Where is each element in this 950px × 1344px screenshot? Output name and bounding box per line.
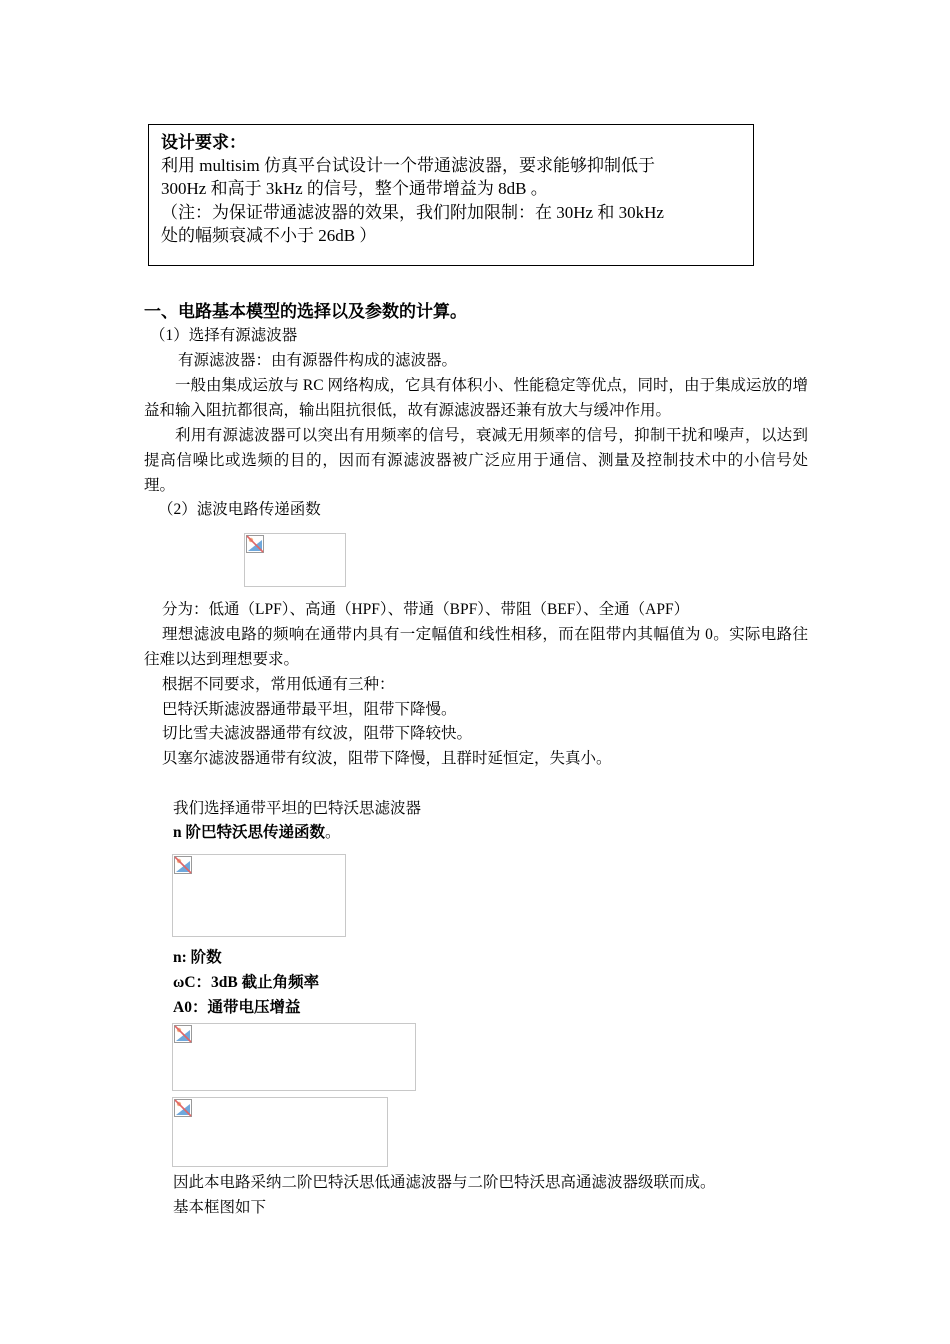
chebyshev-description: 切比雪夫滤波器通带有纹波，阻带下降较快。 <box>162 725 473 742</box>
requirements-title: 设计要求： <box>161 133 246 152</box>
nth-order-transfer-function-label <box>173 821 341 845</box>
paragraph-active-filter-structure: 一般由集成运放与 RC 网络构成，它具有体积小、性能稳定等优点，同时，由于集成运放的增益和输入阻抗都很高，输出阻抗很低，故有源滤波器还兼有放大与缓冲作用。 <box>144 377 808 419</box>
formula-image-3 <box>172 1023 416 1091</box>
active-filter-definition: 有源滤波器：由有源器件构成的滤波器。 <box>178 352 458 369</box>
subsection-2-title: （2）滤波电路传递函数 <box>158 501 321 518</box>
variable-wc: ωC：3dB 截止角频率 <box>173 974 320 991</box>
requirements-line-1: 利用 multisim 仿真平台试设计一个带通滤波器，要求能够抑制低于 <box>161 156 655 175</box>
broken-image-icon <box>174 1025 192 1043</box>
variable-n: n: 阶数 <box>173 949 222 966</box>
paragraph-ideal-filter: 理想滤波电路的频响在通带内具有一定幅值和线性相移，而在阻带内其幅值为 0。实际电路往往难以达到理想要求。 <box>144 626 808 668</box>
requirements-line-4: 处的幅频衰减不小于 26dB ） <box>161 226 377 245</box>
variable-a0: A0：通带电压增益 <box>173 999 301 1016</box>
broken-image-icon <box>174 856 192 874</box>
conclusion-text: 因此本电路采纳二阶巴特沃思低通滤波器与二阶巴特沃思高通滤波器级联而成。 <box>173 1174 716 1191</box>
broken-image-icon <box>174 1099 192 1117</box>
nth-order-label-bold: n 阶巴特沃思传递函数 <box>173 824 325 841</box>
paragraph-active-filter-usage: 利用有源滤波器可以突出有用频率的信号，衰减无用频率的信号，抑制干扰和噪声，以达到提高信噪比或选频的目的，因而有源滤波器被广泛应用于通信、测量及控制技术中的小信号处理。 <box>144 427 808 494</box>
section-heading: 一、电路基本模型的选择以及参数的计算。 <box>144 302 467 321</box>
butterworth-description: 巴特沃斯滤波器通带最平坦，阻带下降慢。 <box>162 701 457 718</box>
requirements-line-2: 300Hz 和高于 3kHz 的信号，整个通带增益为 8dB 。 <box>161 179 548 198</box>
lowpass-types-intro: 根据不同要求，常用低通有三种： <box>162 676 395 693</box>
requirements-line-3: （注：为保证带通滤波器的效果，我们附加限制：在 30Hz 和 30kHz <box>161 203 664 222</box>
block-diagram-intro: 基本框图如下 <box>173 1199 267 1216</box>
requirements-box <box>148 124 754 266</box>
nth-order-label-tail: 。 <box>325 824 341 841</box>
broken-image-icon <box>246 535 264 553</box>
chosen-filter: 我们选择通带平坦的巴特沃思滤波器 <box>173 800 422 817</box>
subsection-1-title: （1）选择有源滤波器 <box>150 327 298 344</box>
transfer-function-image <box>244 533 346 587</box>
formula-image-4 <box>172 1097 388 1167</box>
filter-types: 分为：低通（LPF）、高通（HPF）、带通（BPF）、带阻（BEF）、全通（APF） <box>162 601 690 618</box>
butterworth-formula-image <box>172 854 346 937</box>
bessel-description: 贝塞尔滤波器通带有纹波，阻带下降慢，且群时延恒定，失真小。 <box>162 750 612 767</box>
